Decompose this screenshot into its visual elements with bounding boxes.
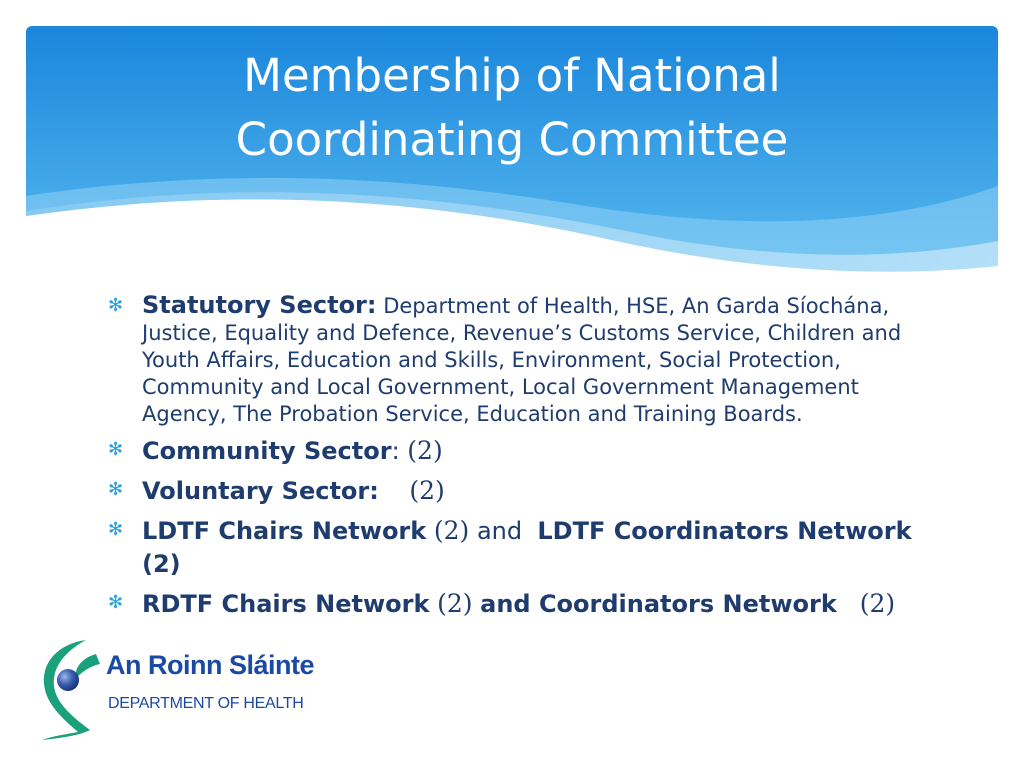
asterisk-bullet-icon: ✻ [108,295,124,316]
ldtf-chairs-heading: LDTF Chairs Network [142,517,427,545]
list-item-community [104,434,934,468]
rdtf-chairs-count: (2) [437,589,473,618]
rdtf-coordinators-count: (2) [859,589,896,618]
logo-subtitle: DEPARTMENT OF HEALTH [108,695,304,712]
community-heading: Community Sector [142,437,392,465]
department-logo [38,632,338,742]
voluntary-heading: Voluntary Sector: [142,477,379,505]
asterisk-bullet-icon: ✻ [108,479,124,500]
statutory-text: Department of Health, HSE, An Garda Síochána, Justice, Equality and Defence, Revenue’s Customs Service, Children and Youth Affairs, Education and Skills, Environment, Social Protection, Community and Local Government, Local Government Management Agency, The Probation Service, Education and Training Boards. [142,294,902,426]
swoosh-globe-icon [38,632,108,742]
list-item-ldtf [104,514,934,581]
ldtf-chairs-count: (2) [433,516,470,545]
list-item-rdtf [104,587,934,621]
title-line-1: Membership of National [243,49,781,102]
ldtf-coordinators-heading: LDTF Coordinators Network [537,517,912,545]
title-line-2: Coordinating Committee [235,113,789,166]
community-separator: : [391,437,408,465]
rdtf-chairs-heading: RDTF Chairs Network [142,590,430,618]
membership-list [104,290,934,627]
voluntary-count: (2) [409,476,445,505]
list-item-voluntary [104,474,934,508]
list-item-statutory [104,290,934,428]
asterisk-bullet-icon: ✻ [108,439,124,460]
asterisk-bullet-icon: ✻ [108,592,124,613]
ldtf-coordinators-count: (2) [142,550,181,578]
logo-title: An Roinn Sláinte [106,650,314,680]
community-count: (2) [407,436,443,465]
statutory-heading: Statutory Sector: [142,291,377,319]
asterisk-bullet-icon: ✻ [108,519,124,540]
ldtf-joiner: and [476,517,523,545]
page-title [26,44,998,172]
rdtf-coordinators-heading: and Coordinators Network [480,590,837,618]
